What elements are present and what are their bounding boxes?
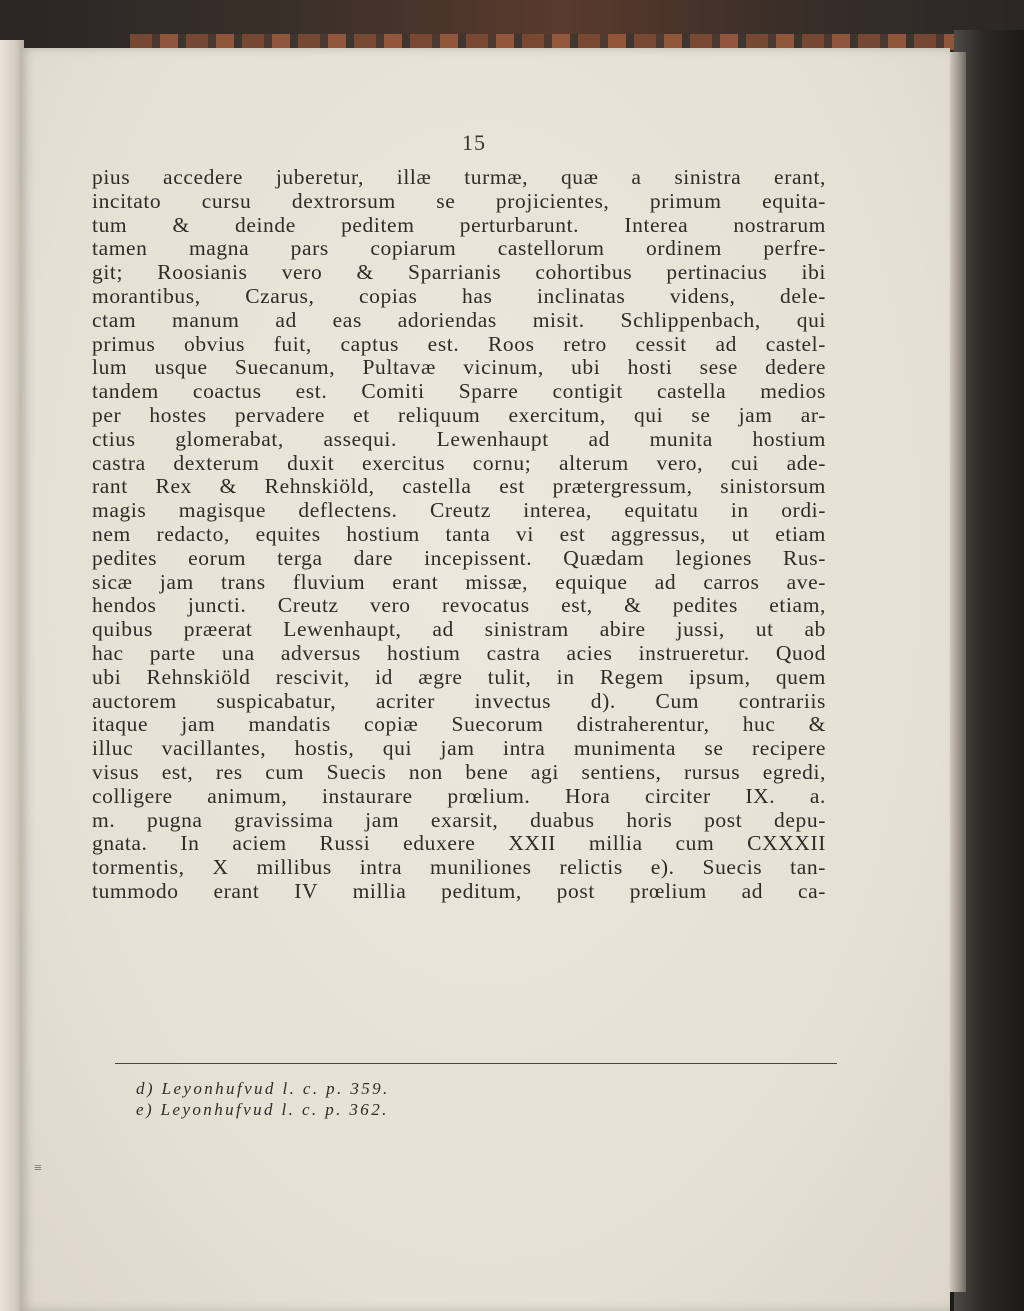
text-line: magis magisque deflectens. Creutz interea, equitatu in ordi- (92, 498, 826, 523)
page-number: 15 (462, 130, 486, 155)
text-line: rant Rex & Rehnskiöld, castella est prætergressum, sinistorsum (92, 474, 826, 499)
text-line: ctius glomerabat, assequi. Lewenhaupt ad munita hostium (92, 426, 826, 451)
text-line: ubi Rehnskiöld rescivit, id ægre tulit, in Regem ipsum, quem (92, 664, 826, 689)
text-line: quibus præerat Lewenhaupt, ad sinistram abire jussi, ut ab (92, 617, 826, 642)
text-line: m. pugna gravissima jam exarsit, duabus horis post depu- (92, 807, 826, 832)
text-line: pius accedere juberetur, illæ turmæ, quæ a sinistra erant, (92, 165, 826, 189)
text-line: nem redacto, equites hostium tanta vi est aggressus, ut etiam (92, 521, 826, 546)
text-line: hendos juncti. Creutz vero revocatus est, & pedites etiam, (92, 593, 826, 618)
text-line: visus est, res cum Suecis non bene agi sentiens, rursus egredi, (92, 759, 826, 784)
text-line: tum & deinde peditem perturbarunt. Interea nostrarum (92, 212, 826, 237)
body-text (92, 166, 826, 904)
page-edges (950, 52, 966, 1292)
text-line: per hostes pervadere et reliquum exercitum, qui se jam ar- (92, 402, 826, 427)
text-line: tummodo erant IV millia peditum, post prœlium ad ca- (92, 878, 826, 903)
margin-mark: ≡ (34, 1161, 42, 1176)
text-line: illuc vacillantes, hostis, qui jam intra munimenta se recipere (92, 736, 826, 761)
text-line: sicæ jam trans fluvium erant missæ, equique ad carros ave- (92, 569, 826, 594)
footnote: d) Leyonhufvud l. c. p. 359. (136, 1079, 390, 1098)
text-line: morantibus, Czarus, copias has inclinatas videns, dele- (92, 283, 826, 308)
footnote-rule (115, 1063, 837, 1064)
footnotes (136, 1078, 390, 1120)
text-line: git; Roosianis vero & Sparrianis cohortibus pertinacius ibi (92, 260, 826, 285)
text-line: tormentis, X millibus intra muniliones relictis e). Suecis tan- (92, 855, 826, 880)
text-line: tamen magna pars copiarum castellorum ordinem perfre- (92, 236, 826, 261)
text-line: colligere animum, instaurare prœlium. Hora circiter IX. a. (92, 783, 826, 808)
text-line: gnata. In aciem Russi eduxere XXII millia cum CXXXII (92, 831, 826, 856)
text-line: ctam manum ad eas adoriendas misit. Schlippenbach, qui (92, 307, 826, 332)
text-line: lum usque Suecanum, Pultavæ vicinum, ubi hosti sese dedere (92, 355, 826, 380)
text-line: auctorem suspicabatur, acriter invectus d). Cum contrariis (92, 688, 826, 713)
text-line: incitato cursu dextrorsum se projicientes, primum equita- (92, 188, 826, 213)
book-page (20, 48, 950, 1311)
text-line: itaque jam mandatis copiæ Suecorum distraherentur, huc & (92, 712, 826, 737)
text-line: tandem coactus est. Comiti Sparre contigit castella medios (92, 379, 826, 404)
text-line: castra dexterum duxit exercitus cornu; alterum vero, cui ade- (92, 450, 826, 475)
text-line: pedites eorum terga dare incepissent. Quædam legiones Rus- (92, 545, 826, 570)
text-line: primus obvius fuit, captus est. Roos retro cessit ad castel- (92, 331, 826, 356)
text-line: hac parte una adversus hostium castra acies instrueretur. Quod (92, 640, 826, 665)
footnote: e) Leyonhufvud l. c. p. 362. (136, 1100, 389, 1119)
